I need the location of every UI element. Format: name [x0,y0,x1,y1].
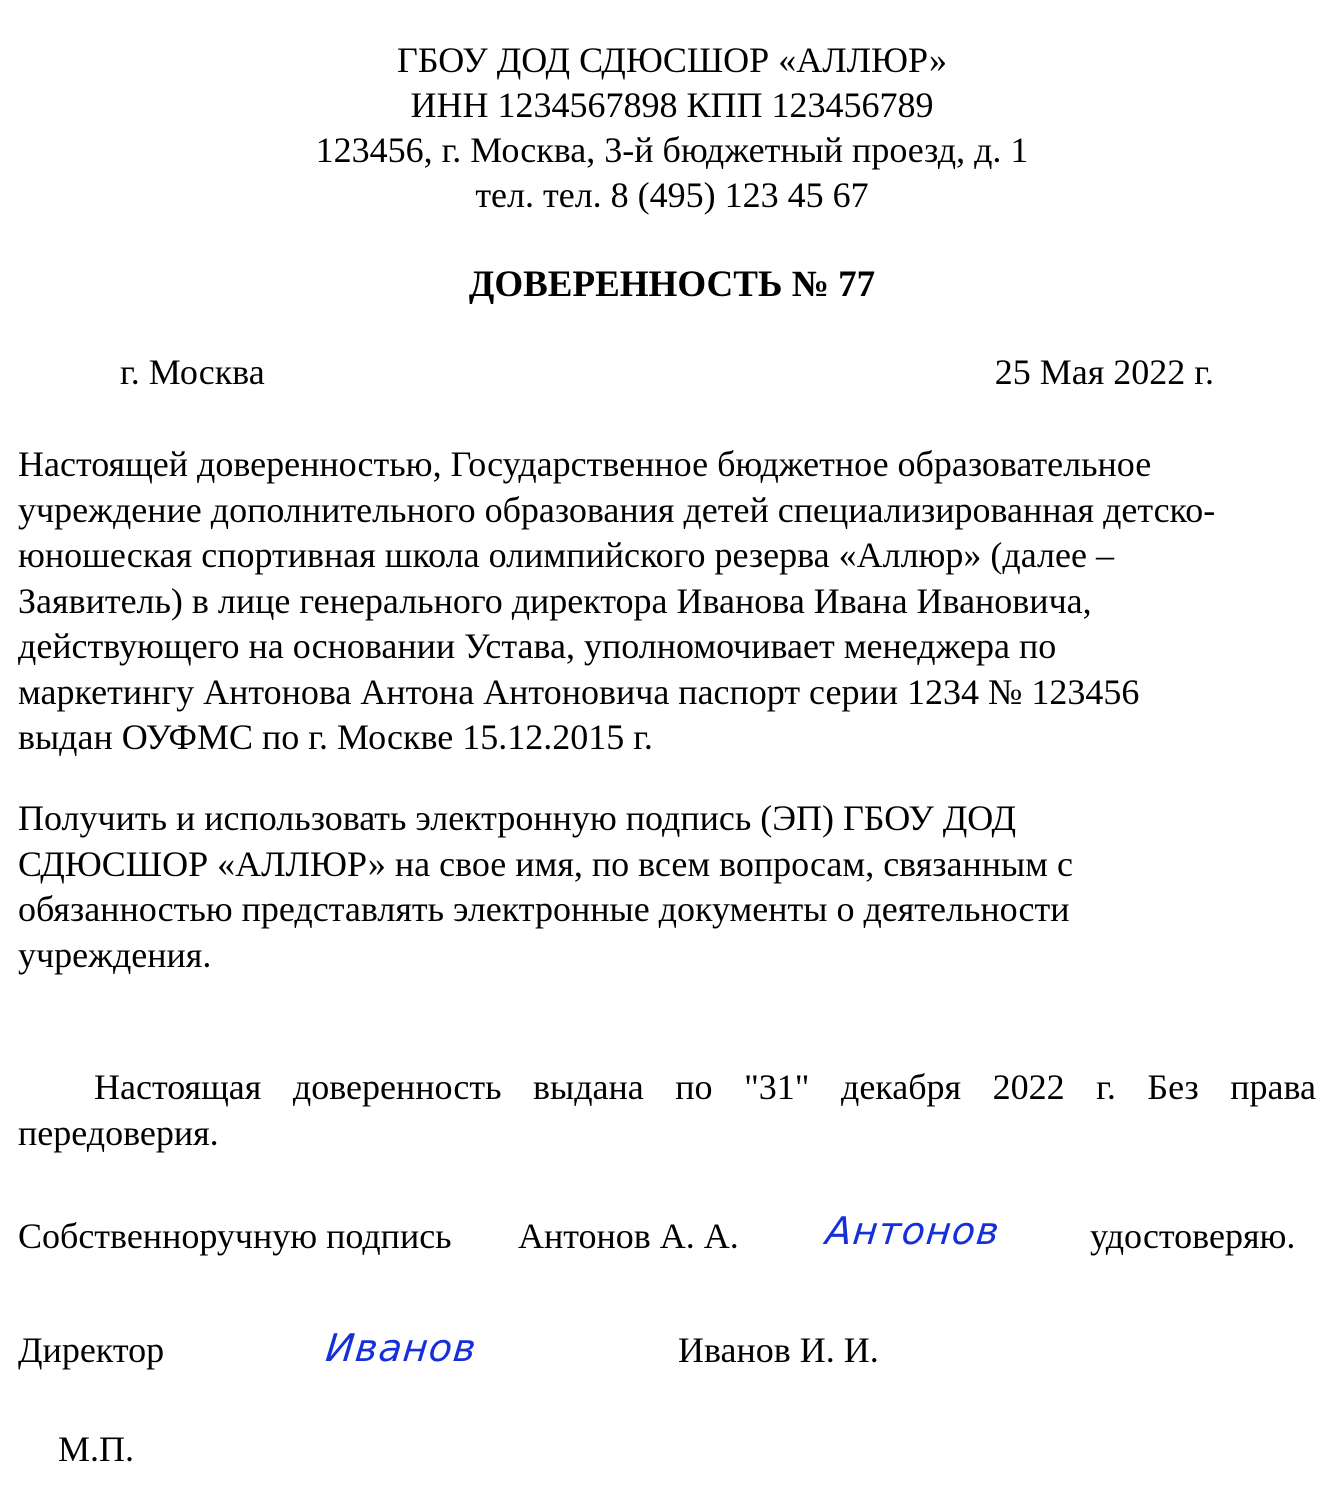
org-name: ГБОУ ДОД СДЮСШОР «АЛЛЮР» [397,40,947,80]
org-address: 123456, г. Москва, 3-й бюджетный проезд, д. 1 [315,130,1029,170]
document-place: г. Москва [120,352,265,392]
document-date: 25 Мая 2022 г. [994,352,1214,392]
handwritten-signature-antonov: Антонов [823,1209,1003,1253]
paragraph-line: Настоящая доверенность выдана по "31" декабря 2022 г. Без права [94,1067,1316,1107]
org-phone: тел. тел. 8 (495) 123 45 67 [475,175,869,215]
paragraph-line: Получить и использовать электронную подпись (ЭП) ГБОУ ДОД [18,798,1017,838]
paragraph-line: СДЮСШОР «АЛЛЮР» на свое имя, по всем вопросам, связанным с [18,843,1073,884]
paragraph-line: маркетингу Антонова Антона Антоновича паспорт серии 1234 № 123456 [18,671,1140,712]
paragraph-line: учреждение дополнительного образования детей специализированная детско- [18,489,1216,530]
paragraph-line: передоверия. [18,1112,219,1153]
paragraph-line: учреждения. [18,934,212,975]
document-title: ДОВЕРЕННОСТЬ № 77 [468,264,876,305]
document-header [0,38,1344,218]
certify-text: удостоверяю. [1090,1216,1296,1256]
director-label: Директор [18,1330,165,1370]
paragraph-line: Заявитель) в лице генерального директора Иванова Ивана Ивановича, [18,580,1092,621]
paragraph-line: Настоящей доверенностью, Государственное бюджетное образовательное [18,444,1152,484]
validity-paragraph [18,1065,1316,1156]
paragraph-line: выдан ОУФМС по г. Москве 15.12.2015 г. [18,717,653,757]
powers-paragraph [18,796,1073,978]
handwritten-signature-ivanov: Иванов [323,1326,479,1370]
stamp-place: М.П. [58,1429,135,1469]
signatory-name: Антонов А. А. [518,1216,739,1256]
signature-label: Собственноручную подпись [18,1216,452,1256]
authorization-paragraph [18,442,1215,761]
director-name: Иванов И. И. [678,1330,879,1370]
paragraph-line: действующего на основании Устава, уполномочивает менеджера по [18,626,1057,666]
paragraph-line: обязанностью представлять электронные документы о деятельности [18,889,1070,929]
paragraph-line: юношеская спортивная школа олимпийского резерва «Аллюр» (далее – [18,535,1114,575]
tax-ids: ИНН 1234567898 КПП 123456789 [410,85,934,125]
